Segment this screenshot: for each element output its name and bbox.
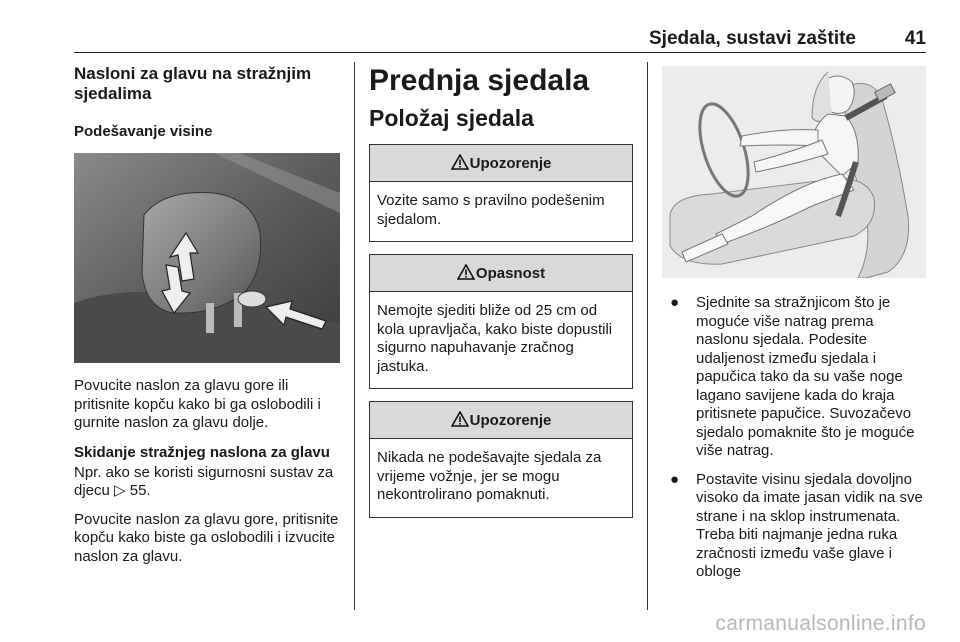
right-column <box>662 64 928 592</box>
middle-column <box>369 64 633 530</box>
bullet-icon: ● <box>670 294 680 311</box>
list-item <box>662 294 928 461</box>
child-seat-note-text: Npr. ako se koristi sigurnosni sustav za djecu <box>74 463 334 499</box>
warning-box <box>369 144 633 242</box>
seat-position-subtitle: Položaj sjedala <box>369 105 534 131</box>
removal-subheading: Skidanje stražnjeg naslona za glavu <box>74 443 330 461</box>
warning-triangle-icon <box>457 264 475 280</box>
column-divider-left <box>354 62 355 610</box>
page-header <box>74 26 926 53</box>
danger-box <box>369 254 633 389</box>
danger-box-header <box>370 255 632 292</box>
danger-box-body: Nemojte sjediti bliže od 25 cm od kola upravljača, kako biste dopustili sigurno napuhavanje zračnog jastuka. <box>377 302 613 375</box>
warning-triangle-icon <box>451 411 469 427</box>
danger-box-label: Opasnost <box>475 265 546 282</box>
headrest-adjustment-photo <box>74 153 340 363</box>
list-item-text: Postavite visinu sjedala dovoljno visoko da imate jasan vidik na sve strane i na sklop instrumenata. Treba biti najmanje jedna ruka zračnosti između vaše glave i obloge <box>696 470 923 580</box>
child-seat-note <box>74 464 346 501</box>
warning-box-body: Vozite samo s pravilno podešenim sjedalom. <box>377 192 605 228</box>
rear-headrest-heading: Nasloni za glavu na stražnjim sjedalima <box>74 64 312 103</box>
column-divider-right <box>647 62 648 610</box>
section-title: Sjedala, sustavi zaštite <box>649 28 856 49</box>
warning-box-2-label: Upozorenje <box>469 412 552 429</box>
warning-box-label: Upozorenje <box>469 155 552 172</box>
warning-triangle-icon <box>451 154 469 170</box>
warning-box-header <box>370 145 632 182</box>
removal-text: Povucite naslon za glavu gore, pritisnite kopču kako biste ga oslobodili i izvucite naslon za glavu. <box>74 510 339 565</box>
front-seats-title: Prednja sjedala <box>369 64 590 97</box>
height-adjust-subheading: Podešavanje visine <box>74 123 213 140</box>
warning-box-2-body: Nikada ne podešavajte sjedala za vrijeme vožnje, jer se mogu nekontrolirano pomaknuti. <box>377 449 602 503</box>
seating-instructions-list <box>662 294 928 582</box>
driver-seating-illustration <box>662 66 926 278</box>
bullet-icon: ● <box>670 470 680 488</box>
height-adjust-text: Povucite naslon za glavu gore ili pritisnite kopču kako bi ga oslobodili i gurnite naslon za glavu dolje. <box>74 377 321 431</box>
warning-box-2-header <box>370 402 632 439</box>
watermark: carmanualsonline.info <box>715 612 926 635</box>
list-item-text: Sjednite sa stražnjicom što je moguće više natrag prema naslonu sjedala. Podesite udaljenost između sjedala i papučica tako da su vaše noge lagano savijene kada do kraja pritisnete papučice. Suvozačevo sjedalo pomaknite što je moguće više natrag. <box>696 294 915 459</box>
left-column <box>74 64 346 576</box>
warning-box-2 <box>369 401 633 518</box>
list-item <box>662 471 928 582</box>
page-reference-arrow-icon[interactable]: ▷ <box>114 482 126 499</box>
page-number: 41 <box>904 28 926 49</box>
child-seat-ref-page[interactable]: 55. <box>129 482 151 499</box>
